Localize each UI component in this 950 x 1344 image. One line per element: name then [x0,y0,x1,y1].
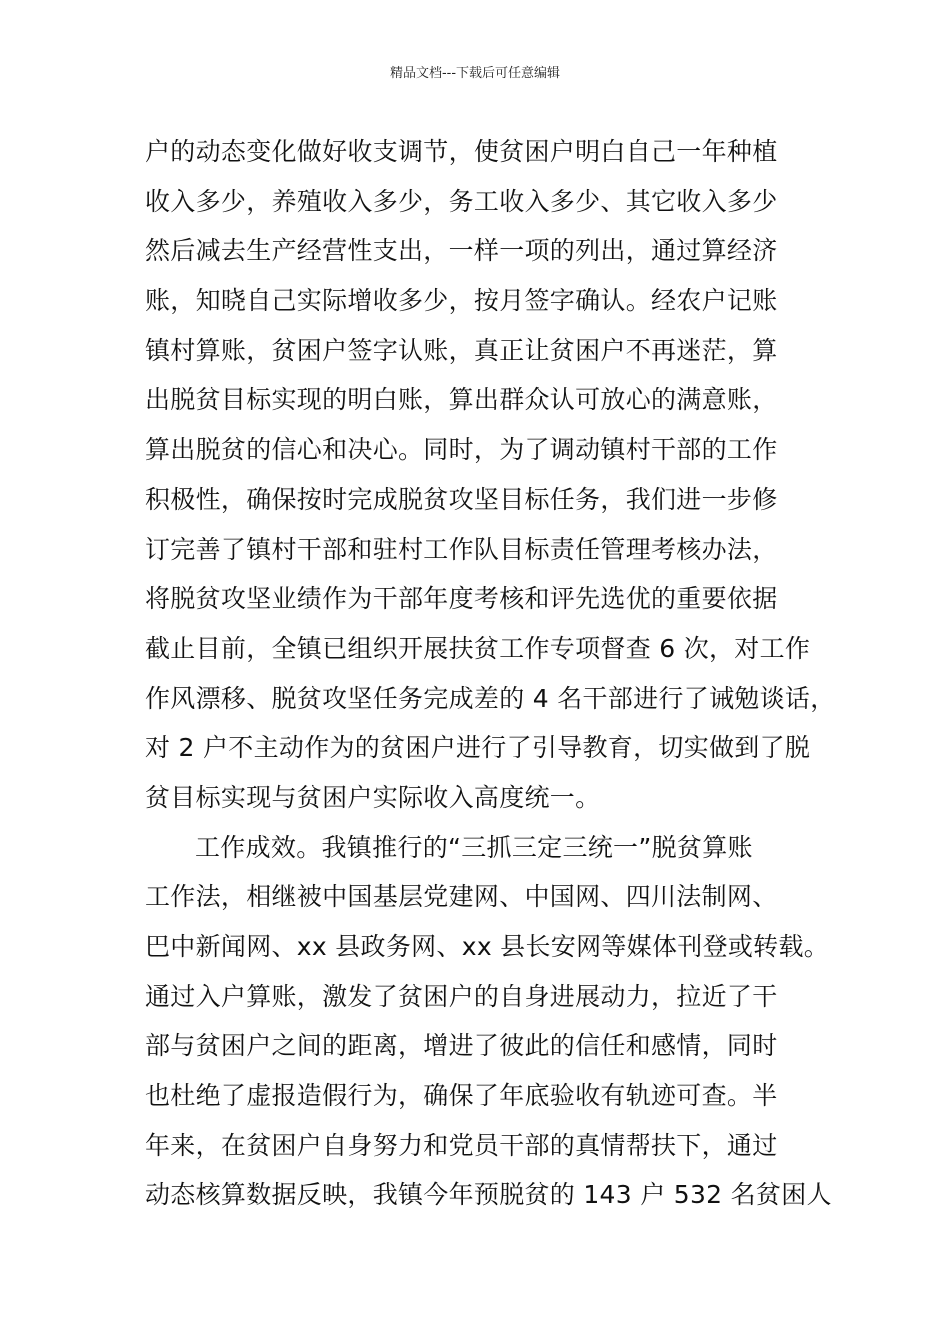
text-line: 镇村算账，贫困户签字认账，真正让贫困户不再迷茫，算 [145,335,778,365]
text-line: 也杜绝了虚报造假行为，确保了年底验收有轨迹可查。半 [145,1081,778,1111]
text-line: 作风漂移、脱贫攻坚任务完成差的 4 名干部进行了诫勉谈话， [145,683,836,713]
text-line: 出脱贫目标实现的明白账，算出群众认可放心的满意账， [145,385,778,415]
text-line: 动态核算数据反映，我镇今年预脱贫的 143 户 532 名贫困人 [145,1180,832,1210]
paragraph-start-line: 工作成效。我镇推行的“三抓三定三统一”脱贫算账 [195,832,753,862]
text-line: 然后减去生产经营性支出，一样一项的列出，通过算经济 [145,236,778,266]
text-line: 年来，在贫困户自身努力和党员干部的真情帮扶下，通过 [145,1130,778,1160]
text-line: 工作法，相继被中国基层党建网、中国网、四川法制网、 [145,882,778,912]
text-line: 账，知晓自己实际增收多少，按月签字确认。经农户记账 [145,286,778,316]
document-body [145,127,845,1220]
text-line: 通过入户算账，激发了贫困户的自身进展动力，拉近了干 [145,981,778,1011]
text-line: 部与贫困户之间的距离，增进了彼此的信任和感情，同时 [145,1031,778,1061]
text-line: 积极性，确保按时完成脱贫攻坚目标任务，我们进一步修 [145,484,778,514]
text-line: 户的动态变化做好收支调节，使贫困户明白自己一年种植 [145,137,778,166]
text-line: 巴中新闻网、xx 县政务网、xx 县长安网等媒体刊登或转载。 [145,932,830,961]
text-line: 将脱贫攻坚业绩作为干部年度考核和评先选优的重要依据 [145,584,778,614]
text-line: 对 2 户不主动作为的贫困户进行了引导教育，切实做到了脱 [145,733,811,763]
text-line: 订完善了镇村干部和驻村工作队目标责任管理考核办法， [145,534,778,564]
text-line: 截止目前，全镇已组织开展扶贫工作专项督查 6 次，对工作 [145,633,811,663]
text-line: 贫目标实现与贫困户实际收入高度统一。 [145,782,601,812]
page-header: 精品文档---下载后可任意编辑 [389,66,561,81]
text-line: 收入多少，养殖收入多少，务工收入多少、其它收入多少 [145,186,778,216]
text-line: 算出脱贫的信心和决心。同时，为了调动镇村干部的工作 [145,435,778,465]
